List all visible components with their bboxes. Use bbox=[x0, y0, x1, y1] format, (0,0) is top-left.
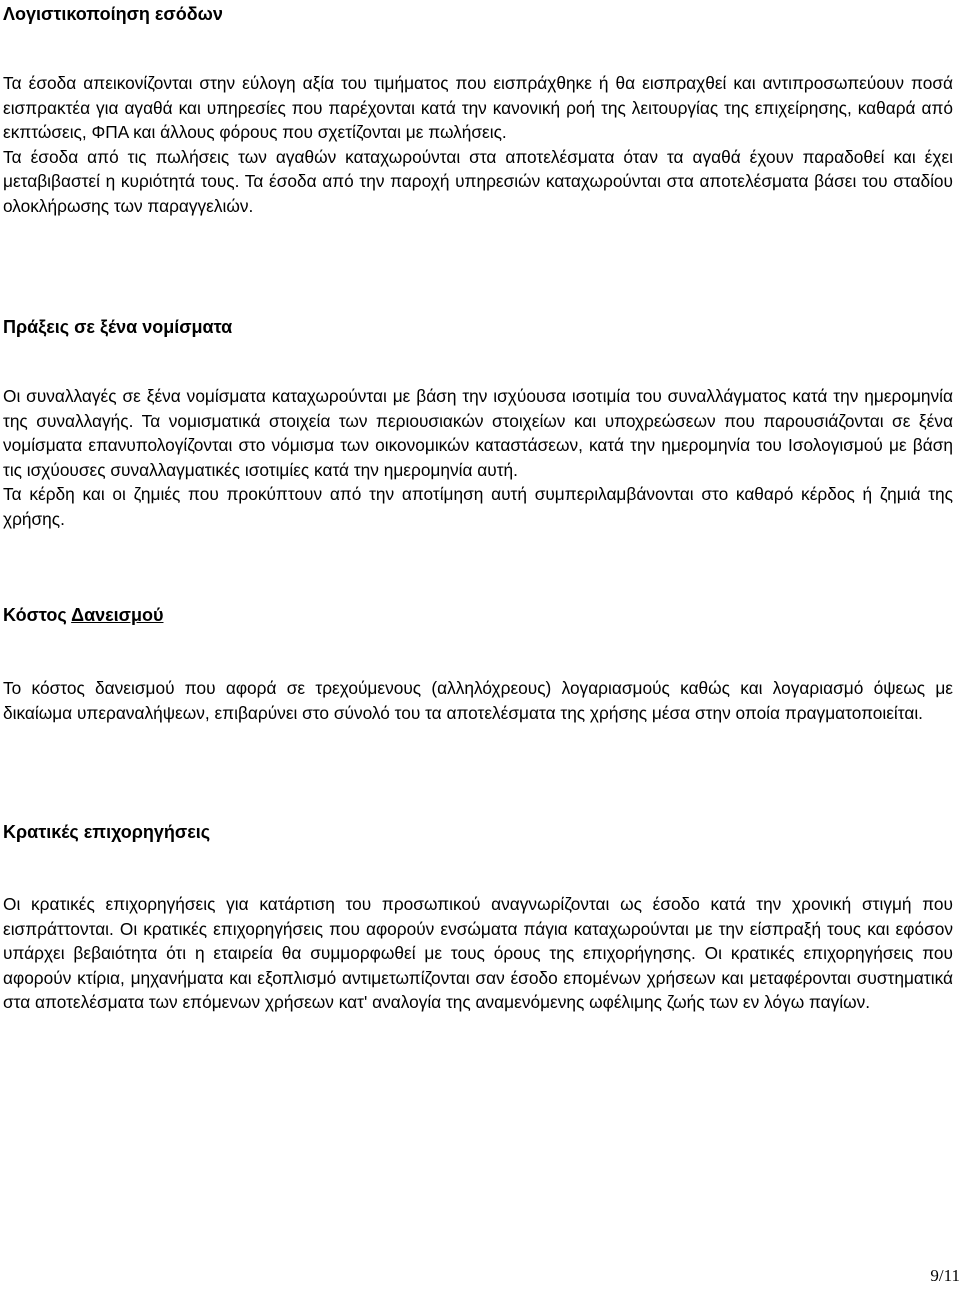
heading-part-borrowing: Δανεισμού bbox=[71, 605, 164, 625]
paragraph-revenue-sales: Τα έσοδα από τις πωλήσεις των αγαθών καταχωρούνται στα αποτελέσματα όταν τα αγαθά έχουν παραδοθεί και έχει μεταβιβαστεί η κυριότητά τους. Τα έσοδα από την παροχή υπηρεσιών καταχωρούνται στα αποτελέσματα βάσει του σταδίου ολοκλήρωσης των παραγγελιών. bbox=[3, 146, 953, 216]
section-body-revenue bbox=[3, 71, 953, 219]
paragraph-borrowing-cost: Το κόστος δανεισμού που αφορά σε τρεχούμενους (αλληλόχρεους) λογαριασμούς καθώς και λογαριασμό όψεως με δικαίωμα υπεραναλήψεων, επιβαρύνει στο σύνολό του τα αποτελέσματα της χρήσης μέσα στην οποία πραγματοποιείται. bbox=[3, 678, 953, 723]
section-body-foreign-currency bbox=[3, 384, 953, 532]
paragraph-revenue-recognition: Τα έσοδα απεικονίζονται στην εύλογη αξία του τιμήματος που εισπράχθηκε ή θα εισπραχθεί και αντιπροσωπεύουν ποσά εισπρακτέα για αγαθά και υπηρεσίες που παρέχονται κατά την κανονική ροή της λειτουργίας της επιχείρησης, καθαρά από εκπτώσεις, ΦΠΑ και άλλους φόρους που σχετίζονται με πωλήσεις. bbox=[3, 73, 953, 143]
section-body-borrowing-cost bbox=[3, 676, 953, 725]
paragraph-foreign-currency-gains: Τα κέρδη και οι ζημιές που προκύπτουν από την αποτίμηση αυτή συμπεριλαμβάνονται στο καθαρό κέρδος ή ζημιά της χρήσης. bbox=[3, 484, 953, 529]
paragraph-foreign-currency-transactions: Οι συναλλαγές σε ξένα νομίσματα καταχωρούνται με βάση την ισχύουσα ισοτιμία του συναλλάγματος κατά την ημερομηνία της συναλλαγής. Τα νομισματικά στοιχεία των περιουσιακών στοιχείων και υποχρεώσεων που παρουσιάζονται σε ξένα νομίσματα επανυπολογίζονται στο νόμισμα των οικονομικών καταστάσεων, κατά την ημερομηνία του Ισολογισμού με βάση τις ισχύουσες συναλλαγματικές ισοτιμίες κατά την ημερομηνία αυτή. bbox=[3, 386, 953, 480]
paragraph-government-grants: Οι κρατικές επιχορηγήσεις για κατάρτιση του προσωπικού αναγνωρίζονται ως έσοδο κατά την χρονική στιγμή που εισπράττονται. Οι κρατικές επιχορηγήσεις που αφορούν ενσώματα πάγια καταχωρούνται με την είσπραξή τους και εφόσον υπάρχει βεβαιότητα ότι η εταιρεία θα συμμορφωθεί με τους όρους της επιχορήγησης. Οι κρατικές επιχορηγήσεις που αφορούν κτίρια, μηχανήματα και εξοπλισμό αντιμετωπίζονται σαν έσοδο επομένων χρήσεων και μεταφέρονται συστηματικά στα αποτελέσματα των επόμενων χρήσεων κατ' αναλογία της αναμενόμενης ωφέλιμης ζωής των εν λόγω παγίων. bbox=[3, 894, 953, 1013]
section-heading-revenue: Λογιστικοποίηση εσόδων bbox=[3, 4, 223, 24]
section-heading-government-grants: Κρατικές επιχορηγήσεις bbox=[3, 822, 211, 842]
section-heading-foreign-currency: Πράξεις σε ξένα νομίσματα bbox=[3, 317, 233, 337]
section-heading-borrowing-cost bbox=[3, 603, 953, 627]
heading-part-cost: Κόστος bbox=[3, 605, 72, 625]
section-body-government-grants bbox=[3, 892, 953, 1015]
page-number: 9/11 bbox=[930, 1266, 960, 1285]
